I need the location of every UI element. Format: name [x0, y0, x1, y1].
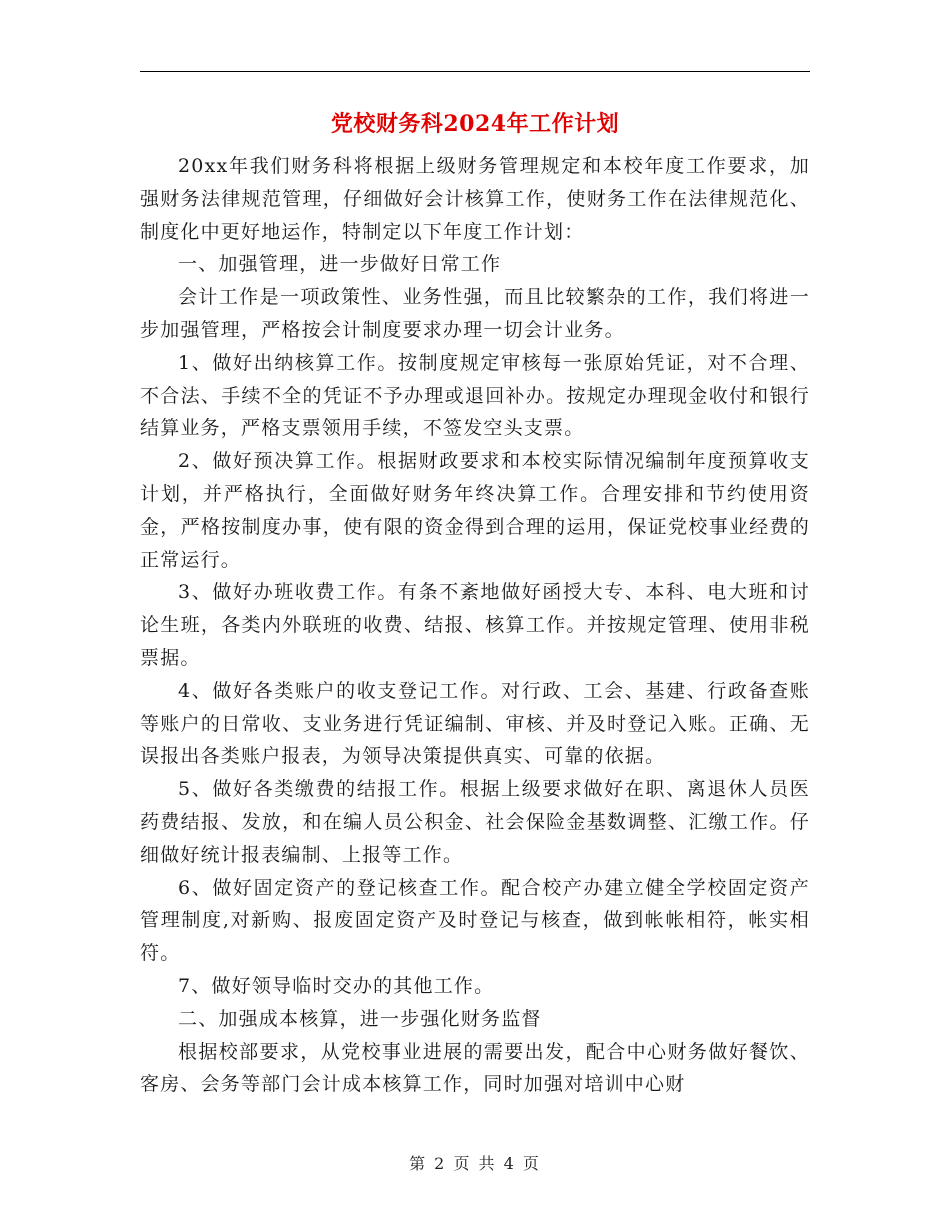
body-paragraph: 根据校部要求，从党校事业进展的需要出发，配合中心财务做好餐饮、客房、会务等部门会计成本核算工作，同时加强对培训中心财 [140, 1040, 810, 1096]
section-heading-2: 二、加强成本核算，进一步强化财务监督 [178, 1007, 542, 1030]
list-item-7: 7、做好领导临时交办的其他工作。 [178, 974, 495, 997]
body-paragraph: 会计工作是一项政策性、业务性强，而且比较繁杂的工作，我们将进一步加强管理，严格按会计制度要求办理一切会计业务。 [140, 286, 810, 341]
document-body [140, 150, 810, 1101]
list-item-3: 3、做好办班收费工作。有条不紊地做好函授大专、本科、电大班和讨论生班，各类内外联班的收费、结报、核算工作。并按规定管理、使用非税票据。 [140, 581, 810, 669]
list-item-5: 5、做好各类缴费的结报工作。根据上级要求做好在职、离退休人员医药费结报、发放，和在编人员公积金、社会保险金基数调整、汇缴工作。仔细做好统计报表编制、上报等工作。 [140, 778, 810, 866]
list-item-1: 1、做好出纳核算工作。按制度规定审核每一张原始凭证，对不合理、不合法、手续不全的凭证不予办理或退回补办。按规定办理现金收付和银行结算业务，严格支票领用手续，不签发空头支票。 [140, 351, 810, 440]
document-title: 党校财务科2024年工作计划 [330, 111, 620, 137]
list-item-6: 6、做好固定资产的登记核查工作。配合校产办建立健全学校固定资产管理制度,对新购、报废固定资产及时登记与核查，做到帐帐相符，帐实相符。 [140, 876, 810, 965]
intro-paragraph: 20xx年我们财务科将根据上级财务管理规定和本校年度工作要求，加强财务法律规范管理，仔细做好会计核算工作，使财务工作在法律规范化、制度化中更好地运作，特制定以下年度工作计划： [140, 155, 810, 243]
page-number: 第 2 页 共 4 页 [409, 1154, 541, 1173]
section-heading-1: 一、加强管理，进一步做好日常工作 [178, 253, 502, 276]
list-item-2: 2、做好预决算工作。根据财政要求和本校实际情况编制年度预算收支计划，并严格执行，全面做好财务年终决算工作。合理安排和节约使用资金，严格按制度办事，使有限的资金得到合理的运用，保证党校事业经费的正常运行。 [140, 450, 810, 571]
header-rule [140, 71, 810, 72]
list-item-4: 4、做好各类账户的收支登记工作。对行政、工会、基建、行政备查账等账户的日常收、支业务进行凭证编制、审核、并及时登记入账。正确、无误报出各类账户报表，为领导决策提供真实、可靠的依据。 [140, 679, 810, 768]
